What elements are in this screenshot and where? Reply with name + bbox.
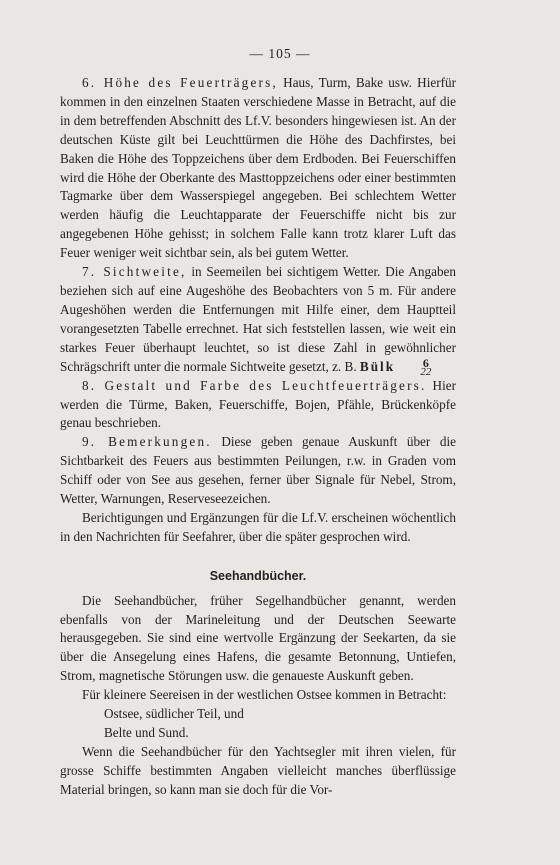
section-title: Seehandbücher. [209,568,307,583]
item-6 [60,74,456,263]
list-item: Belte und Sund. [104,725,189,740]
list-item: Ostsee, südlicher Teil, und [104,706,244,722]
item-7 [60,263,456,377]
item-7-text: in Seemeilen bei sichtigem Wetter. Die Angaben beziehen sich auf eine Augeshöhe des Beobachters von 5 m. Für andere Augeshöhen werden die Entfernungen mit Hilfe einer, dem Hauptteil vorangesetzten Tabelle errechnet. Hat sich feststellen lassen, wie weit ein starkes Feuer überhaupt leuchtet, so ist diese Zahl in gewöhnlicher Schrägschrift unter die normale Sichtweite gesetzt, z. B. [60,264,456,374]
example-numerator: 6 [422,355,429,370]
item-7-heading: 7. Sichtweite, [82,264,187,280]
item-9-text: Diese geben genaue Auskunft über die Sichtbarkeit des Feuers aus bestimmten Peilungen, r.w. in Graden vom Schiff oder von See aus gesehen, ferner über Signale für Nebel, Strom, Wetter, Warnungen, Reserveseezeichen. [60,434,456,507]
item-9-heading: 9. Bemerkungen. [82,434,212,450]
item-8-text: Hier werden die Türme, Baken, Feuerschiffe, Bojen, Pfähle, Brückenköpfe genau beschrieben. [60,377,456,431]
item-8 [60,377,456,434]
item-6-heading: 6. Höhe des Feuerträgers, [82,75,278,90]
section-paragraph-2: Für kleinere Seereisen in der westlichen Ostsee kommen in Betracht: [82,687,447,703]
page-number: — 105 — [249,46,311,61]
example-denominator: 22 [420,365,432,378]
section-paragraph-1: Die Seehandbücher, früher Segelhandbücher genannt, werden ebenfalls von der Marineleitung und der Deutschen Seewarte herausgegeben. Sie sind eine wertvolle Ergänzung der Seekarten, da sie über die Ansegelung eines Hafens, die gesamte Betonnung, Untiefen, Strom, magnetische Störungen usw. die genaueste Auskunft geben. [60,592,456,684]
body-text [60,74,456,800]
example-fraction [398,355,432,378]
corrections-paragraph: Berichtigungen und Ergänzungen für die Lf.V. erscheinen wöchentlich in den Nachrichten für Seefahrer, über die später gesprochen wird. [60,509,456,544]
item-8-heading: 8. Gestalt und Farbe des Leuchtfeuerträgers. [82,377,427,393]
example-word: Bülk [359,358,396,374]
item-9 [60,433,456,509]
item-6-text: Haus, Turm, Bake usw. Hierfür kommen in den einzelnen Staaten verschiedene Masse in Betracht, auf die in dem betreffenden Abschnitt des Lf.V. besonders hingewiesen ist. An der deutschen Küste gilt bei Leuchttürmen die Höhe des Dachfirstes, bei Baken die Höhe des Toppzeichens über dem Erdboden. Bei Feuerschiffen wird die Höhe der Oberkante des Masttoppzeichens oder einer bestimmten Tagmarke über dem Wasserspiegel angegeben. Bei schlechtem Wetter werden häufig die Leuchtapparate der Feuerschiffe nicht bis zur angegebenen Höhe gehisst; in solchem Falle kann trotz klarer Luft das Feuer weniger weit sichtbar sein, als bei gutem Wetter. [60,75,456,261]
section-paragraph-3: Wenn die Seehandbücher für den Yachtsegler mit ihren vielen, für grosse Schiffe bestimmten Angaben vielleicht manches überflüssige Material bringen, so kann man sie doch für die Vor- [60,743,456,797]
